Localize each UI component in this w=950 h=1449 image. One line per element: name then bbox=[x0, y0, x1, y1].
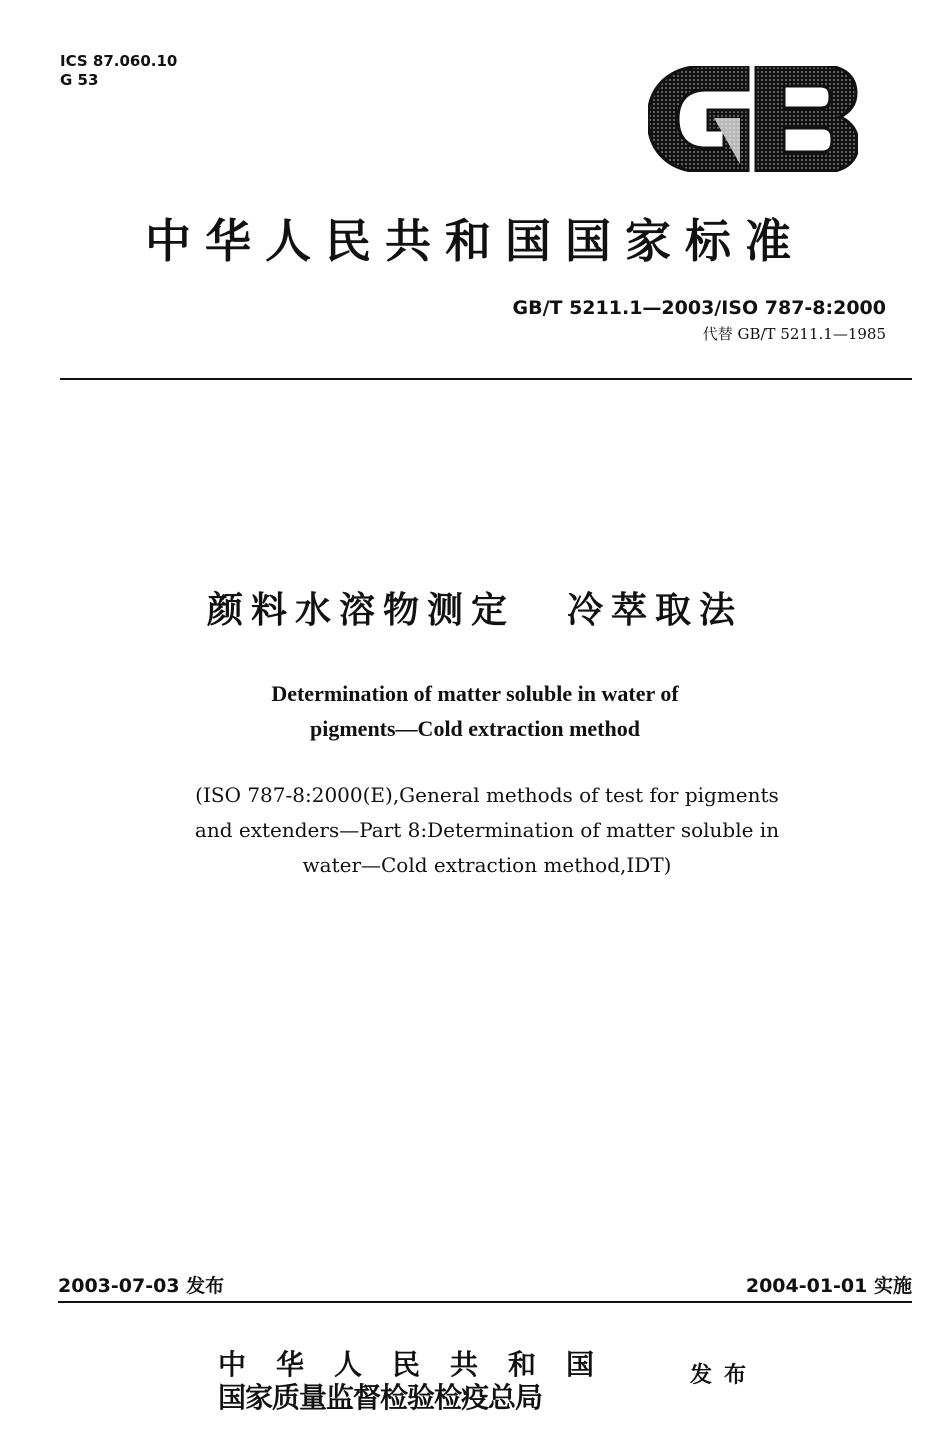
iso-reference-line-2: and extenders—Part 8:Determination of matter soluble in bbox=[194, 818, 780, 842]
footer-divider bbox=[58, 1301, 912, 1303]
issuer-agency: 国家质量监督检验检疫总局 bbox=[218, 1381, 543, 1414]
chinese-title-method: 冷萃取法 bbox=[567, 590, 744, 631]
issuer-country: 中华人民共和国 bbox=[218, 1348, 625, 1381]
ics-code: ICS 87.060.10 bbox=[60, 52, 178, 70]
header-divider bbox=[60, 378, 912, 380]
national-standard-title: 中华人民共和国国家标准 bbox=[145, 214, 805, 268]
gb-logo bbox=[648, 66, 858, 172]
iso-reference bbox=[0, 778, 950, 883]
iso-reference-line-3: water—Cold extraction method,IDT) bbox=[302, 853, 672, 877]
standard-number: GB/T 5211.1—2003/ISO 787-8:2000 bbox=[512, 297, 886, 319]
english-title bbox=[0, 676, 950, 746]
ccs-code: G 53 bbox=[60, 71, 99, 89]
english-title-line-1: Determination of matter soluble in water of bbox=[271, 681, 679, 706]
english-title-line-2: pigments—Cold extraction method bbox=[310, 716, 640, 741]
ics-block bbox=[60, 52, 177, 90]
chinese-title-main: 颜料水溶物测定 bbox=[206, 590, 515, 631]
iso-reference-line-1: (ISO 787-8:2000(E),General methods of test for pigments bbox=[195, 783, 779, 807]
issue-date: 2003-07-03 发布 bbox=[58, 1275, 225, 1297]
publish-label: 发布 bbox=[690, 1363, 759, 1388]
chinese-title bbox=[0, 582, 950, 633]
implementation-date: 2004-01-01 实施 bbox=[745, 1275, 912, 1297]
replaced-standard: 代替 GB/T 5211.1—1985 bbox=[702, 325, 886, 343]
